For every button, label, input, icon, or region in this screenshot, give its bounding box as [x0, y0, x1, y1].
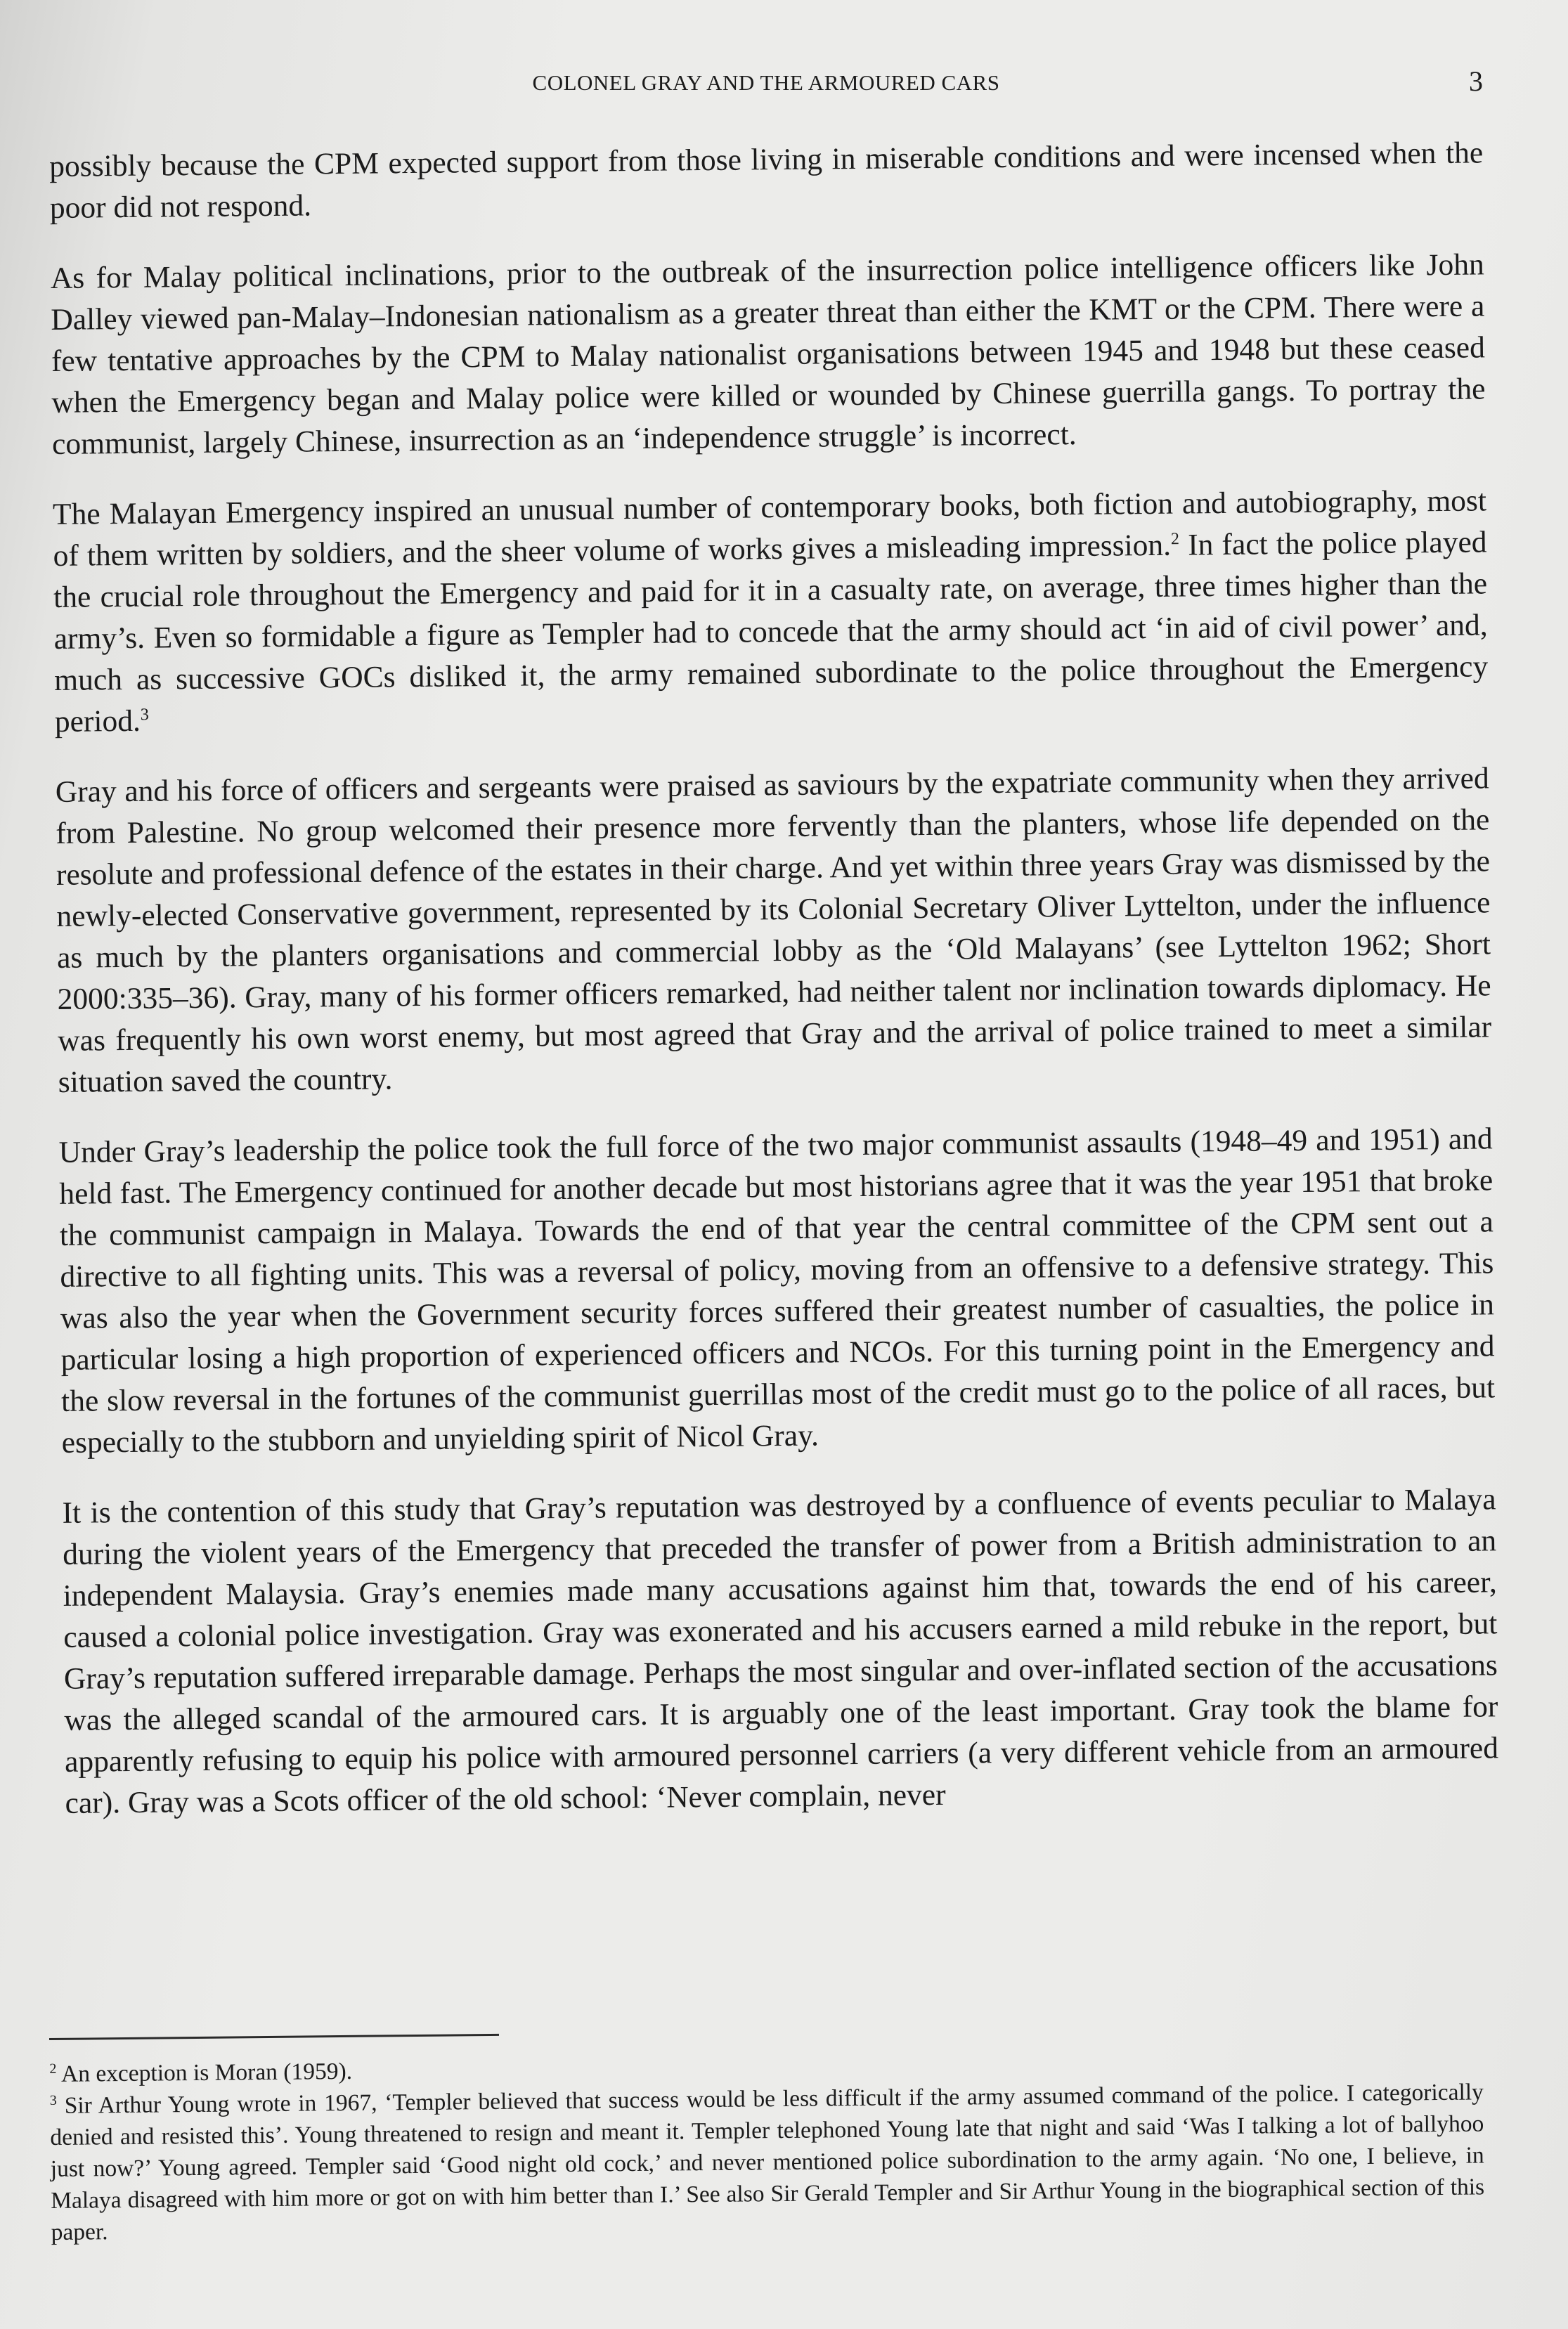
paragraph-5: Under Gray’s leadership the police took the full force of the two major communist assaults (1948–49 and 1951) and held fast. The Emergency continued for another decade but most historians agree that it was the year 1951 that broke the communist campaign in Malaya. Towards the end of that year the central committee of the CPM sent out a directive to all fighting units. This was a reversal of policy, moving from an offensive to a defensive strategy. This was also the year when the Government security forces suffered their greatest number of casualties, the police in particular losing a high proportion of experienced officers and NCOs. For this turning point in the Emergency and the slow reversal in the fortunes of the communist guerrillas most of the credit must go to the police of all races, but especially to the stubborn and unyielding spirit of Nicol Gray.	[58, 1122, 1496, 1460]
paragraph-4: Gray and his force of officers and sergeants were praised as saviours by the expatriate community when they arrived from Palestine. No group welcomed their presence more fervently than the planters, whose life depended on the resolute and professional defence of the estates in their charge. And yet within three years Gray was dismissed by the newly-elected Conservative government, represented by its Colonial Secretary Oliver Lyttelton, under the influence as much by the planters organisations and commercial lobby as the ‘Old Malayans’ (see Lyttelton 1962; Short 2000:335–36). Gray, many of his former officers remarked, had neither talent nor inclination towards diplomacy. He was frequently his own worst enemy, but most agreed that Gray and the arrival of police trained to meet a similar situation saved the country.	[55, 761, 1492, 1099]
footnote-text: Sir Arthur Young wrote in 1967, ‘Templer believed that success would be less difficult if the army assumed command of the police. I categorically denied and resisted this’. Young threatened to resign and meant it. Templer telephoned Young late that night and said ‘Was I talking a lot of ballyhoo just now?’ Young agreed. Templer said ‘Good night old cock,’ and never mentioned police subordination to the army again. ‘No one, I believe, in Malaya disagreed with him more or got on with him better than I.’ See also Sir Gerald Templer and Sir Arthur Young in the biographical section of this paper.	[50, 2079, 1485, 2245]
main-text	[49, 132, 1499, 1853]
page-number: 3	[1469, 65, 1483, 97]
footnote-text: An exception is Moran (1959).	[60, 2058, 353, 2087]
footnotes	[49, 2024, 1485, 2248]
paragraph-1: possibly because the CPM expected support from those living in miserable conditions and were incensed when the poor did not respond.	[49, 136, 1484, 225]
paragraph-3-part-b: In fact the police played the crucial role throughout the Emergency and paid for it in a casualty rate, on average, three times higher than the army’s. Even so formidable a figure as Templer had to concede that the army should act ‘in aid of civil power’ and, much as successive GOCs disliked it, the army remained subordinate to the police throughout the Emergency period.	[53, 525, 1489, 739]
footnote-ref-3: 3	[140, 706, 149, 725]
running-header	[49, 65, 1483, 112]
footnote-number: 3	[49, 2092, 57, 2108]
paragraph-3-part-a: The Malayan Emergency inspired an unusual number of contemporary books, both fiction and autobiography, most of them written by soldiers, and the sheer volume of works gives a misleading impression.	[52, 484, 1487, 573]
book-page	[49, 42, 1499, 2291]
paragraph-2: As for Malay political inclinations, prior to the outbreak of the insurrection police intelligence officers like John Dalley viewed pan-Malay–Indonesian nationalism as a greater threat than either the KMT or the CPM. There were a few tentative approaches by the CPM to Malay nationalist organisations between 1945 and 1948 but these ceased when the Emergency began and Malay police were killed or wounded by Chinese guerrilla gangs. To portray the communist, largely Chinese, insurrection as an ‘independence struggle’ is incorrect.	[50, 247, 1486, 461]
footnote-3	[50, 2076, 1485, 2248]
paragraph-6: It is the contention of this study that Gray’s reputation was destroyed by a confluence of events peculiar to Malaya during the violent years of the Emergency that preceded the transfer of power from a British administration to an independent Malaysia. Gray’s enemies made many accusations against him that, towards the end of his career, caused a colonial police investigation. Gray was exonerated and his accusers earned a mild rebuke in the report, but Gray’s reputation suffered irreparable damage. Perhaps the most singular and over-inflated section of the accusations was the alleged scandal of the armoured cars. It is arguably one of the least important. Gray took the blame for apparently refusing to equip his police with armoured personnel carriers (a very different vehicle from an armoured car). Gray was a Scots officer of the old school: ‘Never complain, never	[62, 1482, 1499, 1820]
footnote-ref-2: 2	[1170, 530, 1180, 549]
footnote-divider	[49, 2034, 499, 2040]
footnote-number: 2	[49, 2061, 57, 2077]
running-title: COLONEL GRAY AND THE ARMOURED CARS	[532, 70, 1000, 95]
paragraph-3	[53, 480, 1489, 743]
